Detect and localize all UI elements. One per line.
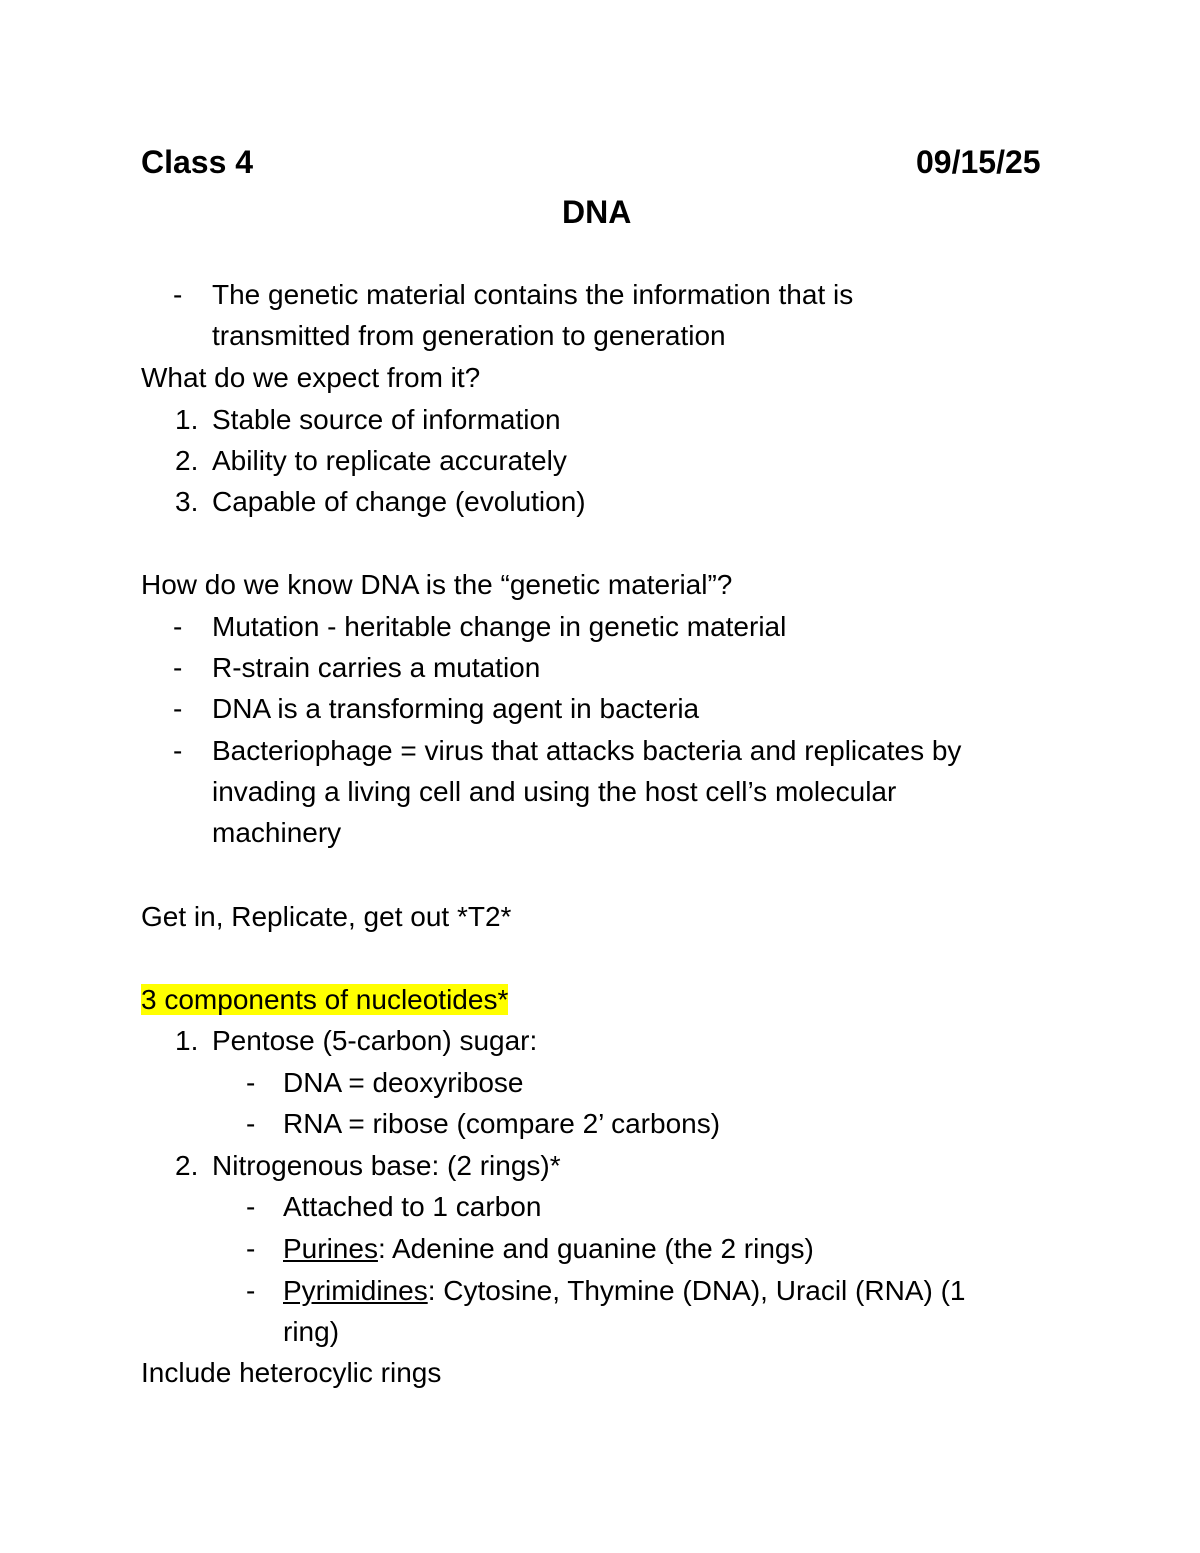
bullet-dash: -	[173, 279, 183, 310]
base-sub-1: Attached to 1 carbon	[283, 1191, 542, 1222]
bullet-dash: -	[173, 611, 183, 642]
class-label: Class 4	[141, 144, 254, 180]
pyrimidines-term: Pyrimidines	[283, 1275, 428, 1306]
know-question: How do we know DNA is the “genetic material”?	[141, 569, 733, 600]
base-sub-3-cont: ring)	[283, 1316, 340, 1347]
component-item-2: Nitrogenous base: (2 rings)*	[212, 1150, 561, 1181]
sugar-sub-2: RNA = ribose (compare 2’ carbons)	[283, 1108, 721, 1139]
know-item-4-cont-2: machinery	[212, 817, 342, 848]
know-item-3: DNA is a transforming agent in bacteria	[212, 693, 700, 724]
list-number: 3.	[175, 486, 199, 517]
intro-line-1: The genetic material contains the information that is	[212, 279, 854, 310]
page-title: DNA	[562, 194, 632, 230]
bullet-dash: -	[246, 1108, 256, 1139]
know-item-2: R-strain carries a mutation	[212, 652, 541, 683]
expect-item-3: Capable of change (evolution)	[212, 486, 586, 517]
bullet-dash: -	[173, 735, 183, 766]
components-heading	[141, 983, 508, 1017]
base-sub-2	[283, 1232, 814, 1266]
list-number: 2.	[175, 1150, 199, 1181]
list-number: 1.	[175, 404, 199, 435]
know-item-4: Bacteriophage = virus that attacks bacteria and replicates by	[212, 735, 962, 766]
purines-term: Purines	[283, 1233, 378, 1264]
highlighted-heading: 3 components of nucleotides*	[141, 984, 509, 1015]
bullet-dash: -	[173, 652, 183, 683]
expect-item-1: Stable source of information	[212, 404, 561, 435]
purines-desc: : Adenine and guanine (the 2 rings)	[377, 1233, 814, 1264]
bullet-dash: -	[246, 1233, 256, 1264]
know-item-4-cont-1: invading a living cell and using the host cell’s molecular	[212, 776, 897, 807]
base-sub-3	[283, 1274, 966, 1308]
bullet-dash: -	[246, 1275, 256, 1306]
date: 09/15/25	[916, 144, 1041, 180]
component-item-1: Pentose (5-carbon) sugar:	[212, 1025, 538, 1056]
expect-question: What do we expect from it?	[141, 362, 481, 393]
expect-item-2: Ability to replicate accurately	[212, 445, 567, 476]
bullet-dash: -	[246, 1067, 256, 1098]
pyrimidines-desc: : Cytosine, Thymine (DNA), Uracil (RNA) (1	[427, 1275, 966, 1306]
sugar-sub-1: DNA = deoxyribose	[283, 1067, 524, 1098]
list-number: 1.	[175, 1025, 199, 1056]
bullet-dash: -	[173, 693, 183, 724]
footer-line: Include heterocylic rings	[141, 1357, 442, 1388]
list-number: 2.	[175, 445, 199, 476]
intro-line-2: transmitted from generation to generation	[212, 320, 726, 351]
know-item-1: Mutation - heritable change in genetic material	[212, 611, 787, 642]
bullet-dash: -	[246, 1191, 256, 1222]
note-line: Get in, Replicate, get out *T2*	[141, 901, 512, 932]
